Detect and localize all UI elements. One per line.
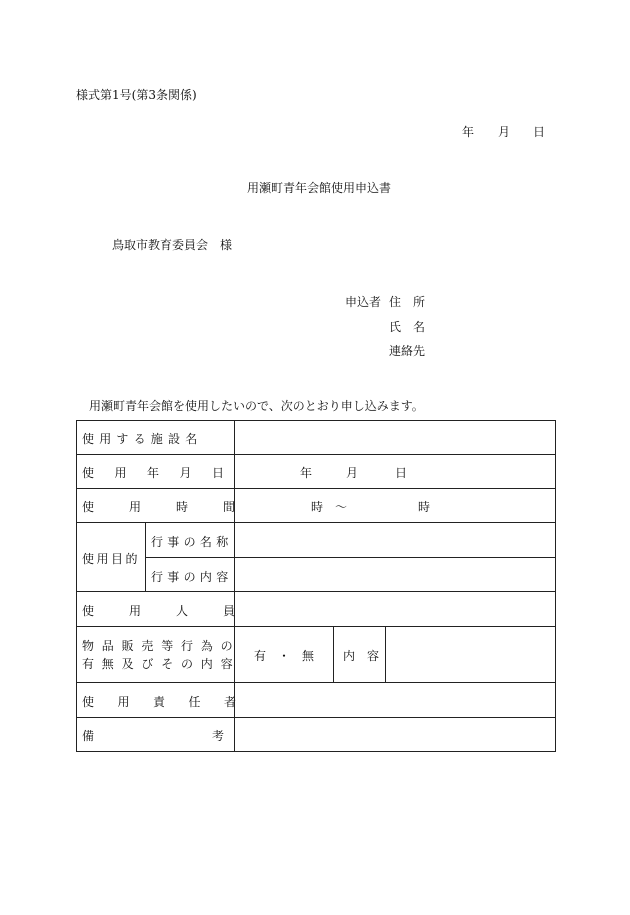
date-label: 使用年月日: [82, 466, 245, 480]
applicant-address-label: 住 所: [389, 295, 426, 309]
time-field[interactable]: [235, 489, 555, 522]
addressee: 鳥取市教育委員会 様: [112, 238, 233, 252]
time-to: 時: [418, 500, 431, 514]
applicant-name-label: 氏 名: [389, 320, 426, 334]
remarks-label: 備考: [82, 729, 343, 743]
remarks-field[interactable]: [235, 718, 555, 751]
people-field[interactable]: [235, 592, 555, 626]
sales-label-line2: 有無及びその内容: [82, 657, 241, 671]
event-name-label: 行事の名称: [151, 535, 233, 549]
time-label: 使用時間: [82, 500, 271, 514]
date-month: 月: [498, 125, 511, 139]
date-field-year: 年: [300, 466, 313, 480]
date-field-day: 日: [395, 466, 408, 480]
event-content-field[interactable]: [235, 558, 555, 591]
form-number: 様式第1号(第3条関係): [76, 88, 197, 102]
time-from: 時 ～: [311, 500, 348, 514]
manager-field[interactable]: [235, 683, 555, 717]
purpose-label: 使用目的: [82, 552, 141, 566]
sales-content-label: 内 容: [343, 649, 380, 663]
document-title: 用瀬町青年会館使用申込書: [247, 181, 392, 195]
date-day: 日: [533, 125, 546, 139]
sales-content-field[interactable]: [386, 627, 555, 682]
intro-text: 用瀬町青年会館を使用したいので、次のとおり申し込みます。: [89, 399, 424, 413]
applicant-contact-label: 連絡先: [389, 344, 426, 358]
event-content-label: 行事の内容: [151, 570, 233, 584]
event-name-field[interactable]: [235, 523, 555, 557]
facility-label: 使用する施設名: [82, 432, 203, 446]
facility-field[interactable]: [235, 421, 555, 454]
sales-label-line1: 物品販売等行為の: [82, 639, 241, 653]
date-year: 年: [462, 125, 475, 139]
manager-label: 使用責任者: [82, 695, 260, 709]
people-label: 使用人員: [82, 604, 271, 618]
sales-value[interactable]: 有 ・ 無: [254, 649, 315, 663]
date-field-month: 月: [346, 466, 359, 480]
applicant-label: 申込者: [345, 295, 382, 309]
